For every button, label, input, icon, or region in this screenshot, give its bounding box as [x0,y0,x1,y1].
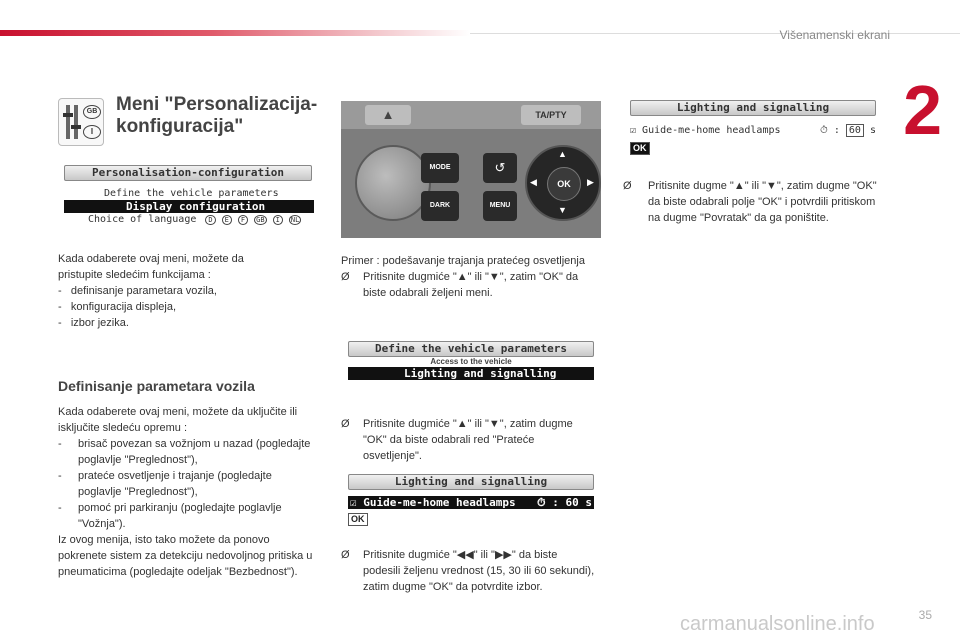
ta-pty-button: TA/PTY [521,105,581,125]
dark-button: DARK [421,191,459,221]
list-item: - definisanje parametara vozila, [58,285,217,297]
step-item: Ø Pritisnite dugmiće "▲" ili "▼", zatim "OK" da biste odabrali željeni meni. [341,271,579,299]
screen-row-selected [348,496,594,509]
control-panel-photo [341,101,601,238]
icon-label-i: I [83,125,101,139]
checkbox-icon: ☑ Guide-me-home headlamps [630,125,781,136]
screen-define-parameters [348,341,594,380]
checkbox-icon: ☑ Guide-me-home headlamps [350,496,516,509]
screen-item-selected: Lighting and signalling [348,367,594,380]
step-item: Ø Pritisnite dugmiće "▲" ili "▼", zatim dugme "OK" da biste odabrali red "Prateće osvetljenje". [341,418,573,462]
section-heading: Definisanje parametara vozila [58,378,255,394]
intro-text: Kada odaberete ovaj meni, možete da pristupite sledećim funkcijama : - definisanje parametara vozila, - konfiguracija displeja, - izbor jezika. [58,251,288,331]
screen-item-language: Choice of language D E F GB I NL [88,214,300,225]
arrow-right-icon: ▶ [587,177,594,187]
menu-button: MENU [483,191,517,221]
screen-row [630,124,876,137]
lang-badge: E [222,215,232,225]
lang-badge: GB [256,216,265,224]
step-item: Ø Pritisnite dugme "▲" ili "▼", zatim dugme "OK" da biste odabrali polje "OK" i potvrdili pritiskom na dugme "Povratak" da ga poništite. [623,180,877,224]
arrow-up-icon: ▲ [558,149,567,159]
lang-badge: D [205,215,215,225]
ok-button: OK [547,167,581,201]
page-number: 35 [918,608,932,622]
lang-badge: NL [290,216,300,224]
hazard-button: ▲ [365,105,411,125]
ok-field: OK [348,513,368,526]
example-text: Primer : podešavanje trajanja pratećeg osvetljenja Ø Pritisnite dugmiće "▲" ili "▼", zatim "OK" da biste odabrali željeni meni. [341,253,591,301]
navigation-ring [525,145,601,221]
screen-title: Define the vehicle parameters [348,341,594,357]
screen-title: Lighting and signalling [630,100,876,116]
bullet-icon: Ø [341,549,350,561]
screen-lighting-ok [630,100,876,156]
watermark: carmanualsonline.info [680,613,875,635]
step-item: Ø Pritisnite dugmiće "◀◀" ili "▶▶" da biste podesili željenu vrednost (15, 30 ili 60 sekundi), zatim dugme "OK" da potvrdite izbor. [341,549,595,593]
list-item: - prateće osvetljenje i trajanje (pogledajte poglavlje "Preglednost"), [58,470,272,498]
icon-label-gb: GB [83,105,101,119]
back-button: ↺ [483,153,517,183]
bullet-icon: Ø [341,418,350,430]
screen-item: Define the vehicle parameters [104,188,279,199]
ok-field-selected: OK [630,142,650,155]
list-item: - konfiguracija displeja, [58,301,177,313]
bullet-icon: Ø [341,271,350,283]
chapter-number: 2 [903,71,942,149]
screen-title: Personalisation-configuration [64,165,312,181]
mode-button: MODE [421,153,459,183]
arrow-left-icon: ◀ [530,177,537,187]
header-accent-bar [0,30,470,36]
duration-value: ⏱ : 60 s [537,496,592,509]
lang-badge: F [238,215,248,225]
personalisation-icon [58,98,104,146]
arrow-down-icon: ▼ [558,205,567,215]
screen-title: Lighting and signalling [348,474,594,490]
volume-knob [355,145,431,221]
list-item: - izbor jezika. [58,317,129,329]
bullet-icon: Ø [623,180,632,192]
section-title: Višenamenski ekrani [779,28,890,42]
lang-badge: I [273,215,283,225]
body-text: Kada odaberete ovaj meni, možete da uključite ili isključite sledeću opremu : - brisač povezan sa vožnjom u nazad (pogledajte poglavlje "Preglednost"), - prateće osvetljenje i trajanje (pogledajte poglavlje "Preglednost"), - pomoć pri parkiranju (pogledajte poglavlje "Vožnja"). Iz ovog menija, isto tako možete da ponovo pokrenete sistem za detekciju nedovoljnog pritiska u pneumaticima (pogledajte odeljak "Bezbednost"). [58,404,316,580]
list-item: - pomoć pri parkiranju (pogledajte poglavlje "Vožnja"). [58,502,282,530]
screen-subtitle: Access to the vehicle [430,357,512,366]
screen-personalisation [64,165,314,227]
duration-value: ⏱ : 60 s [820,125,876,136]
screen-lighting [348,474,594,527]
list-item: - brisač povezan sa vožnjom u nazad (pogledajte poglavlje "Preglednost"), [58,438,311,466]
screen-item-selected: Display configuration [64,200,314,213]
page-title: Meni "Personalizacija- konfiguracija" [116,94,318,137]
